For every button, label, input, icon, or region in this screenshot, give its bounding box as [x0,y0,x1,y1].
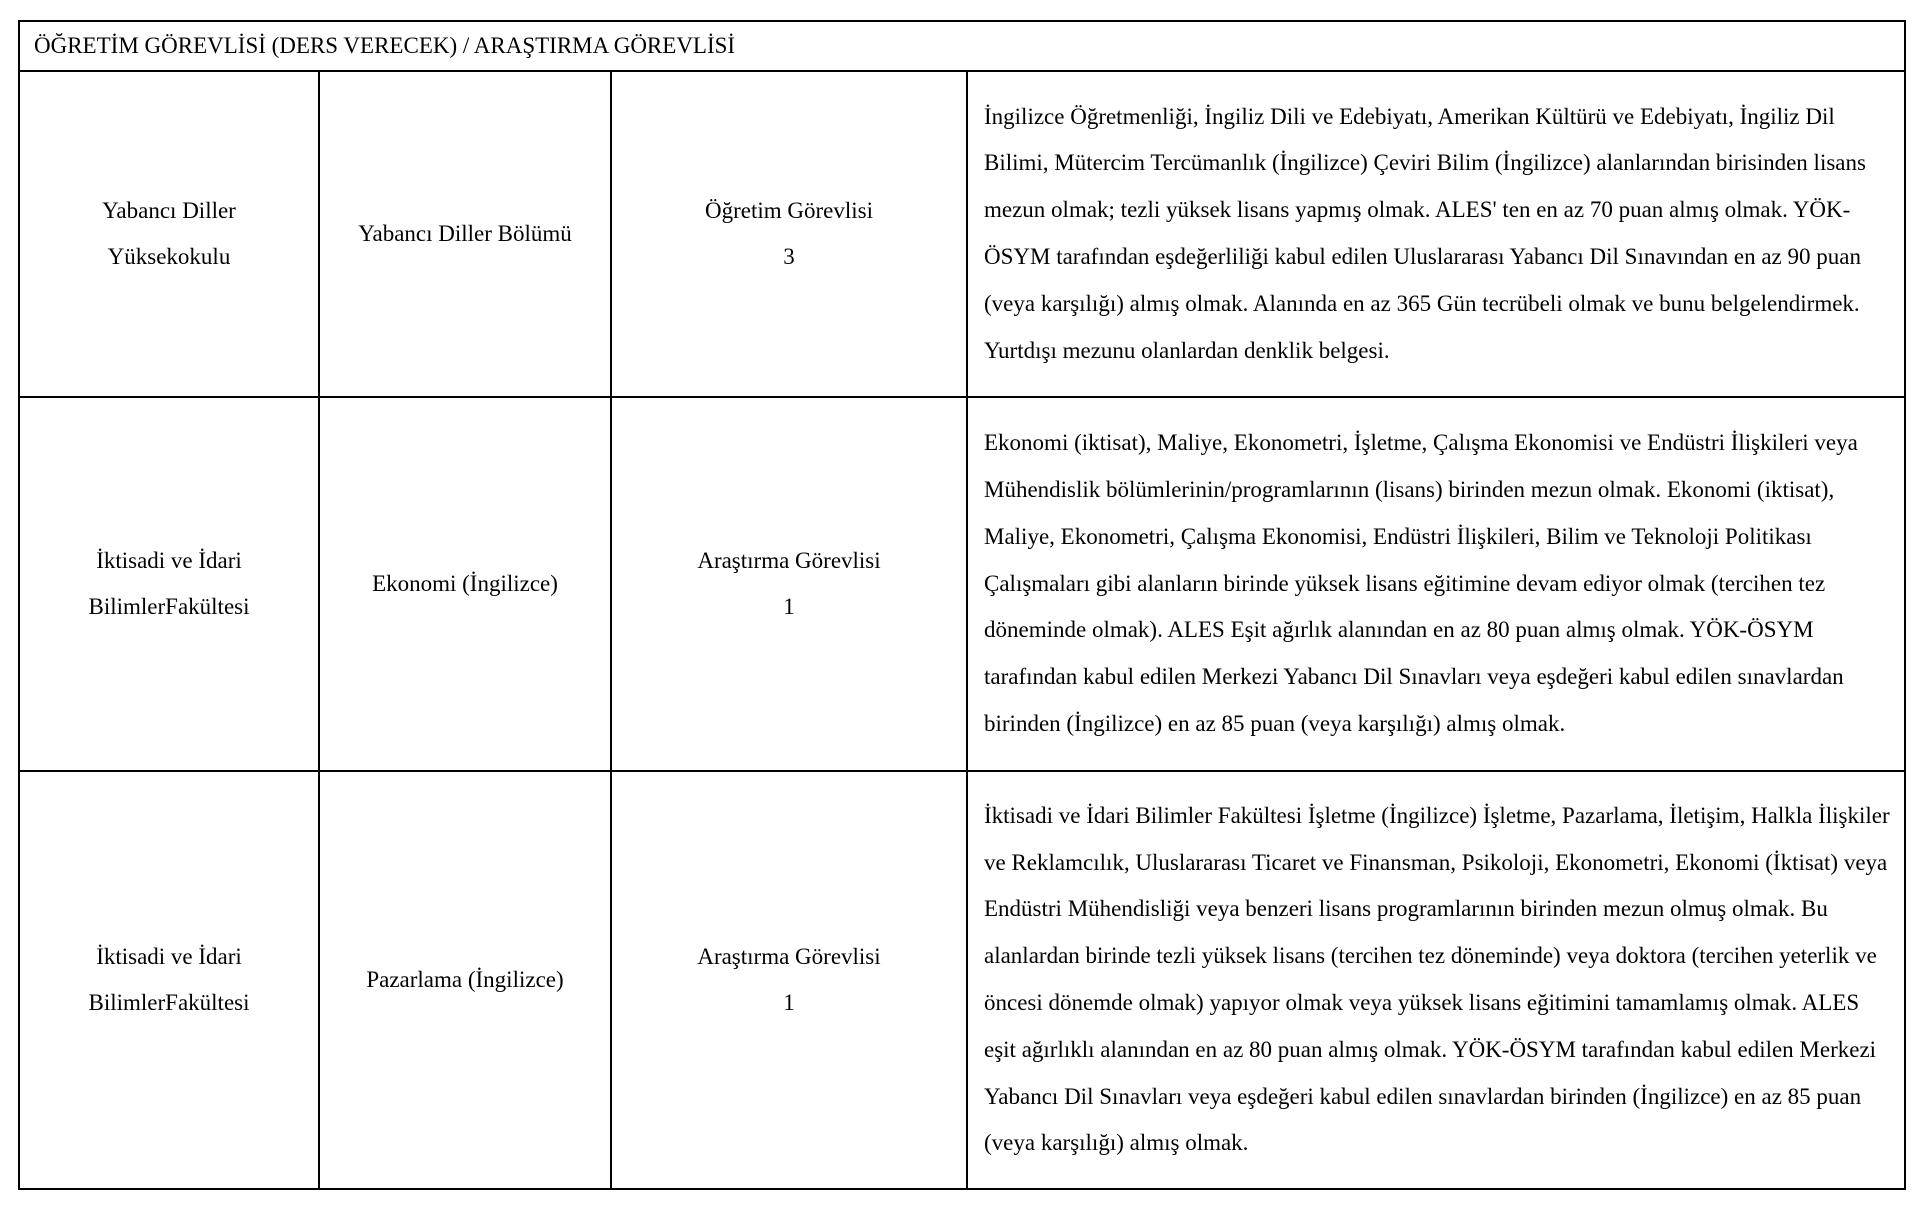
table-title: ÖĞRETİM GÖREVLİSİ (DERS VERECEK) / ARAŞTIRMA GÖREVLİSİ [19,21,1905,71]
position-count: 1 [783,990,795,1015]
table-header-row [19,21,1905,71]
requirements-cell: İktisadi ve İdari Bilimler Fakültesi İşletme (İngilizce) İşletme, Pazarlama, İletişim, Halkla İlişkiler ve Reklamcılık, Uluslararası Ticaret ve Finansman, Psikoloji, Ekonometri, Ekonomi (İktisat) veya Endüstri Mühendisliği veya benzeri lisans programlarının birinden mezun olmuş olmak. Bu alanlardan birinde tezli yüksek lisans (tercihen tez döneminde) veya doktora (tercihen yeterlik ve öncesi dönemde olmak) yapıyor olmak veya yüksek lisans eğitimini tamamlamış olmak. ALES eşit ağırlıklı alanından en az 80 puan almış olmak. YÖK-ÖSYM tarafından kabul edilen Merkezi Yabancı Dil Sınavları veya eşdeğeri kabul edilen sınavlardan birinden (İngilizce) en az 85 puan (veya karşılığı) almış olmak. [967,771,1905,1189]
position-count: 1 [783,594,795,619]
table-row [19,71,1905,397]
faculty-name-line1: İktisadi ve İdari [96,548,242,573]
department-cell [319,397,611,771]
faculty-cell [19,71,319,397]
position-title: Araştırma Görevlisi [697,944,881,969]
position-title: Araştırma Görevlisi [697,548,881,573]
requirements-cell: Ekonomi (iktisat), Maliye, Ekonometri, İşletme, Çalışma Ekonomisi ve Endüstri İlişkileri veya Mühendislik bölümlerinin/programlarının (lisans) birinden mezun olmak. Ekonomi (iktisat), Maliye, Ekonometri, Çalışma Ekonomisi, Endüstri İlişkileri, Bilim ve Teknoloji Politikası Çalışmaları gibi alanların birinde yüksek lisans eğitimine devam ediyor olmak (tercihen tez döneminde olmak). ALES Eşit ağırlık alanından en az 80 puan almış olmak. YÖK-ÖSYM tarafından kabul edilen Merkezi Yabancı Dil Sınavları veya eşdeğeri kabul edilen sınavlardan birinden (İngilizce) en az 85 puan (veya karşılığı) almış olmak. [967,397,1905,771]
department-name: Pazarlama (İngilizce) [366,967,564,992]
faculty-name-line1: İktisadi ve İdari [96,944,242,969]
department-name: Ekonomi (İngilizce) [372,571,558,596]
faculty-name-line1: Yabancı Diller [102,198,236,223]
department-cell [319,71,611,397]
table-row [19,771,1905,1189]
faculty-cell [19,397,319,771]
faculty-name-line2: BilimlerFakültesi [88,990,250,1015]
faculty-cell [19,771,319,1189]
position-count: 3 [783,244,795,269]
table-row [19,397,1905,771]
position-cell [611,771,967,1189]
department-name: Yabancı Diller Bölümü [358,221,572,246]
position-cell [611,71,967,397]
position-title: Öğretim Görevlisi [705,198,873,223]
positions-table [18,20,1906,1190]
requirements-cell: İngilizce Öğretmenliği, İngiliz Dili ve Edebiyatı, Amerikan Kültürü ve Edebiyatı, İngiliz Dil Bilimi, Mütercim Tercümanlık (İngilizce) Çeviri Bilim (İngilizce) alanlarından birisinden lisans mezun olmak; tezli yüksek lisans yapmış olmak. ALES' ten en az 70 puan almış olmak. YÖK-ÖSYM tarafından eşdeğerliliği kabul edilen Uluslararası Yabancı Dil Sınavından en az 90 puan (veya karşılığı) almış olmak. Alanında en az 365 Gün tecrübeli olmak ve bunu belgelendirmek. Yurtdışı mezunu olanlardan denklik belgesi. [967,71,1905,397]
faculty-name-line2: BilimlerFakültesi [88,594,250,619]
department-cell [319,771,611,1189]
position-cell [611,397,967,771]
faculty-name-line2: Yüksekokulu [107,244,231,269]
